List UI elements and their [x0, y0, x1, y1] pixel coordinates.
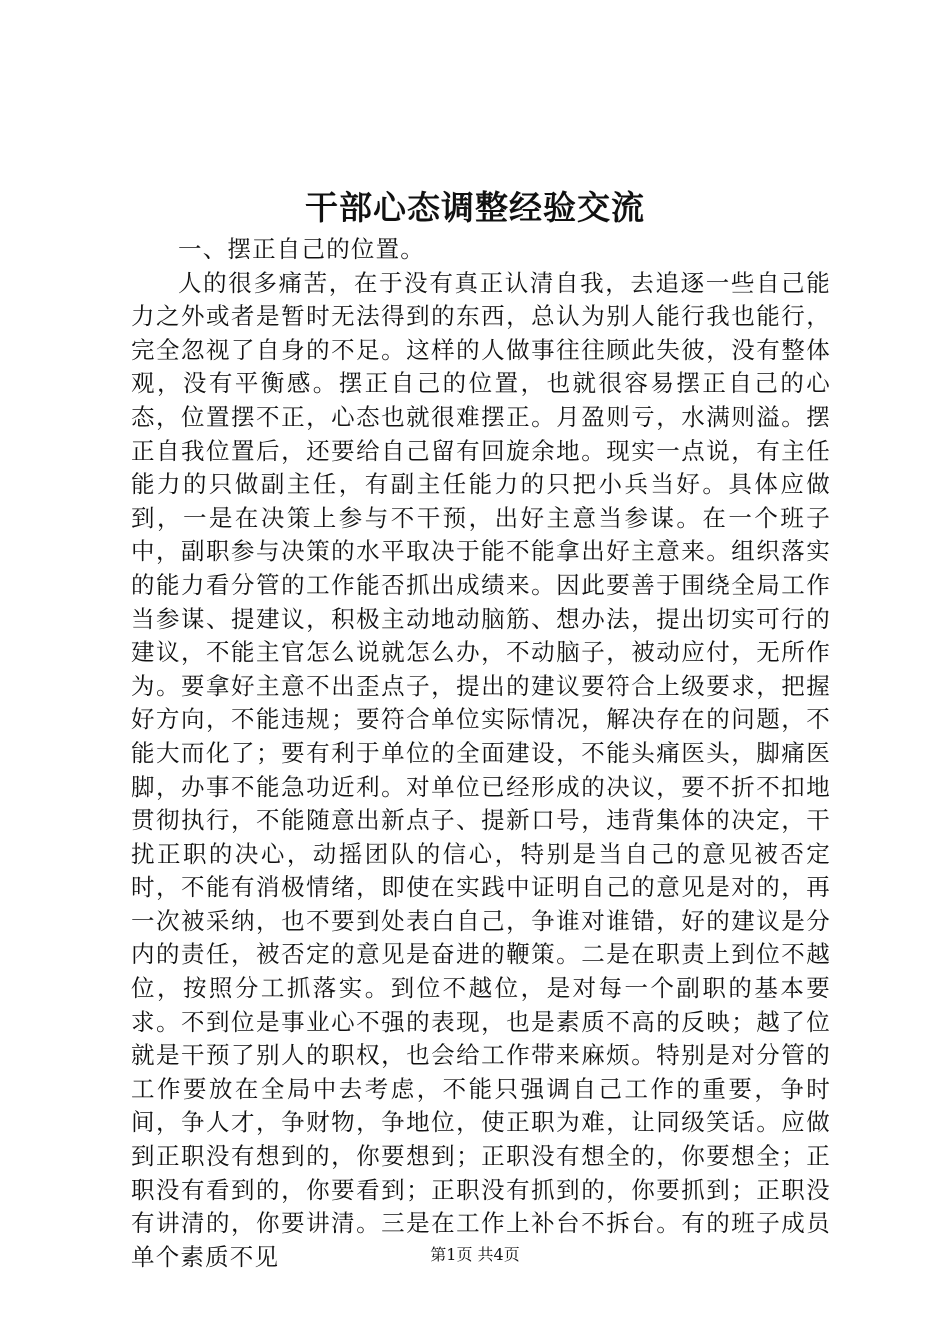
section-heading: 一、摆正自己的位置。 [178, 235, 425, 263]
document-body [131, 233, 831, 1274]
body-paragraph: 人的很多痛苦，在于没有真正认清自我，去追逐一些自己能力之外或者是暂时无法得到的东西，总认为别人能行我也能行，完全忽视了自身的不足。这样的人做事往往顾此失彼，没有整体观，没有平衡感。摆正自己的位置，也就很容易摆正自己的心态，位置摆不正，心态也就很难摆正。月盈则亏，水满则溢。摆正自我位置后，还要给自己留有回旋余地。现实一点说，有主任能力的只做副主任，有副主任能力的只把小兵当好。具体应做到，一是在决策上参与不干预，出好主意当参谋。在一个班子中，副职参与决策的水平取决于能不能拿出好主意来。组织落实的能力看分管的工作能否抓出成绩来。因此要善于围绕全局工作当参谋、提建议，积极主动地动脑筋、想办法，提出切实可行的建议，不能主官怎么说就怎么办，不动脑子，被动应付，无所作为。要拿好主意不出歪点子，提出的建议要符合上级要求，把握好方向，不能违规；要符合单位实际情况，解决存在的问题，不能大而化了；要有利于单位的全面建设，不能头痛医头，脚痛医脚，办事不能急功近利。对单位已经形成的决议，要不折不扣地贯彻执行，不能随意出新点子、提新口号，违背集体的决定，干扰正职的决心，动摇团队的信心，特别是当自己的意见被否定时，不能有消极情绪，即使在实践中证明自己的意见是对的，再一次被采纳，也不要到处表白自己，争谁对谁错，好的建议是分内的责任，被否定的意见是奋进的鞭策。二是在职责上到位不越位，按照分工抓落实。到位不越位，是对每一个副职的基本要求。不到位是事业心不强的表现，也是素质不高的反映；越了位就是干预了别人的职权，也会给工作带来麻烦。特别是对分管的工作要放在全局中去考虑，不能只强调自己工作的重要，争时间，争人才，争财物，争地位，使正职为难，让同级笑话。应做到正职没有想到的，你要想到；正职没有想全的，你要想全；正职没有看到的，你要看到；正职没有抓到的，你要抓到；正职没有讲清的，你要讲清。三是在工作上补台不拆台。有的班子成员单个素质不见 [131, 268, 831, 1271]
page-footer: 第1页 共4页 [430, 1245, 520, 1264]
document-title: 干部心态调整经验交流 [305, 188, 645, 227]
